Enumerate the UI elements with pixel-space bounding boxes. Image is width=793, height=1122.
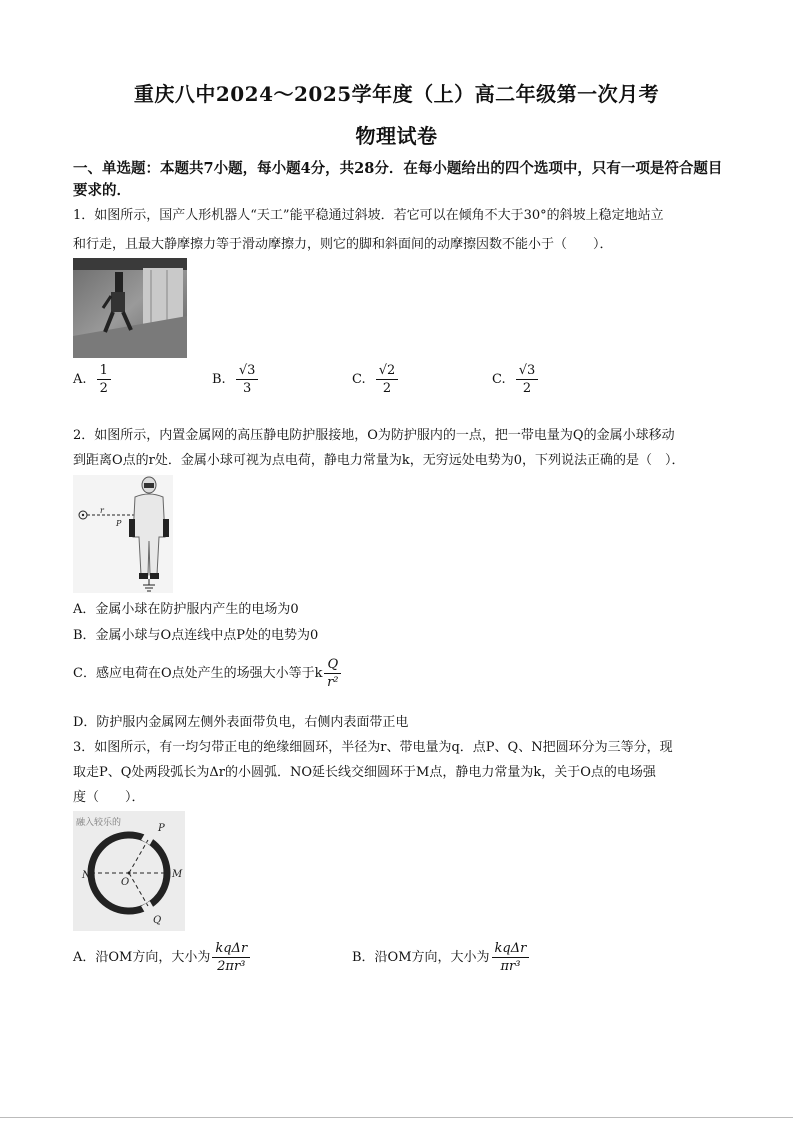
- q1-option-a[interactable]: A. $\frac{1}{2}$: [73, 362, 111, 397]
- q2-label-p: P: [116, 519, 122, 528]
- q3-ring-figure: [73, 811, 185, 931]
- q3-corner-text: 融入较乐的: [76, 818, 122, 828]
- q1-line1: 1．如图所示，国产人形机器人“天工”能平稳通过斜坡．若它可以在倾角不大于30°的斜坡上稳定地站立: [73, 208, 664, 223]
- q3-line1: 3．如图所示，有一均匀带正电的绝缘细圆环，半径为r、带电量为q．点P、Q、N把圆环分为三等分，现: [73, 740, 673, 755]
- section-heading: 一、单选题：本题共7小题，每小题4分，共28分．在每小题给出的四个选项中，只有一项是符合题目要求的．: [73, 160, 723, 199]
- q2-option-c[interactable]: C．感应电荷在O点处产生的场强大小等于k $\frac{Q}{\text{r²}}$: [73, 656, 341, 691]
- q1-option-d[interactable]: C. $\frac{√3}{2}$: [492, 362, 538, 397]
- q3-line2: 取走P、Q处两段弧长为Δr的小圆弧．NO延长线交细圆环于M点，静电力常量为k，关于O点的电场强: [73, 765, 656, 780]
- q1-option-c[interactable]: C. $\frac{√2}{2}$: [352, 362, 398, 397]
- exam-subtitle: 物理试卷: [355, 124, 438, 148]
- q3-label-p: P: [158, 823, 165, 834]
- q1-line2: 和行走，且最大静摩擦力等于滑动摩擦力，则它的脚和斜面间的动摩擦因数不能小于（ ）．: [73, 237, 613, 252]
- q2-option-a[interactable]: A．金属小球在防护服内产生的电场为0: [73, 602, 299, 617]
- q2-line2: 到距离O点的r处．金属小球可视为点电荷，静电力常量为k，无穷远处电势为0，下列说法正确的是（ ）．: [73, 453, 685, 468]
- q3-label-o: O: [121, 877, 130, 888]
- exam-title: 重庆八中2024～2025学年度（上）高二年级第一次月考: [133, 82, 660, 106]
- q1-robot-photo: [73, 258, 187, 358]
- q3-option-b[interactable]: B．沿OM方向，大小为 $\frac{\text{kqΔr}}{\text{πr³}}$: [352, 940, 529, 975]
- q3-line3: 度（ ）．: [73, 790, 145, 805]
- q3-label-m: M: [172, 869, 183, 880]
- q2-option-d[interactable]: D．防护服内金属网左侧外表面带负电，右侧内表面带正电: [73, 715, 409, 730]
- q2-line1: 2．如图所示，内置金属网的高压静电防护服接地，O为防护服内的一点，把一带电量为Q的金属小球移动: [73, 428, 675, 443]
- q3-option-a[interactable]: A．沿OM方向，大小为 $\frac{\text{kqΔr}}{\text{2πr³}}$: [73, 940, 250, 975]
- q2-label-r: r: [100, 506, 104, 515]
- q2-protective-suit-figure: [73, 475, 173, 593]
- q2-option-b[interactable]: B．金属小球与O点连线中点P处的电势为0: [73, 628, 319, 643]
- q3-label-q: Q: [153, 915, 162, 926]
- q3-label-n: N: [82, 870, 91, 881]
- page-bottom-rule: [0, 1117, 793, 1118]
- q1-option-b[interactable]: B. $\frac{√3}{3}$: [212, 362, 258, 397]
